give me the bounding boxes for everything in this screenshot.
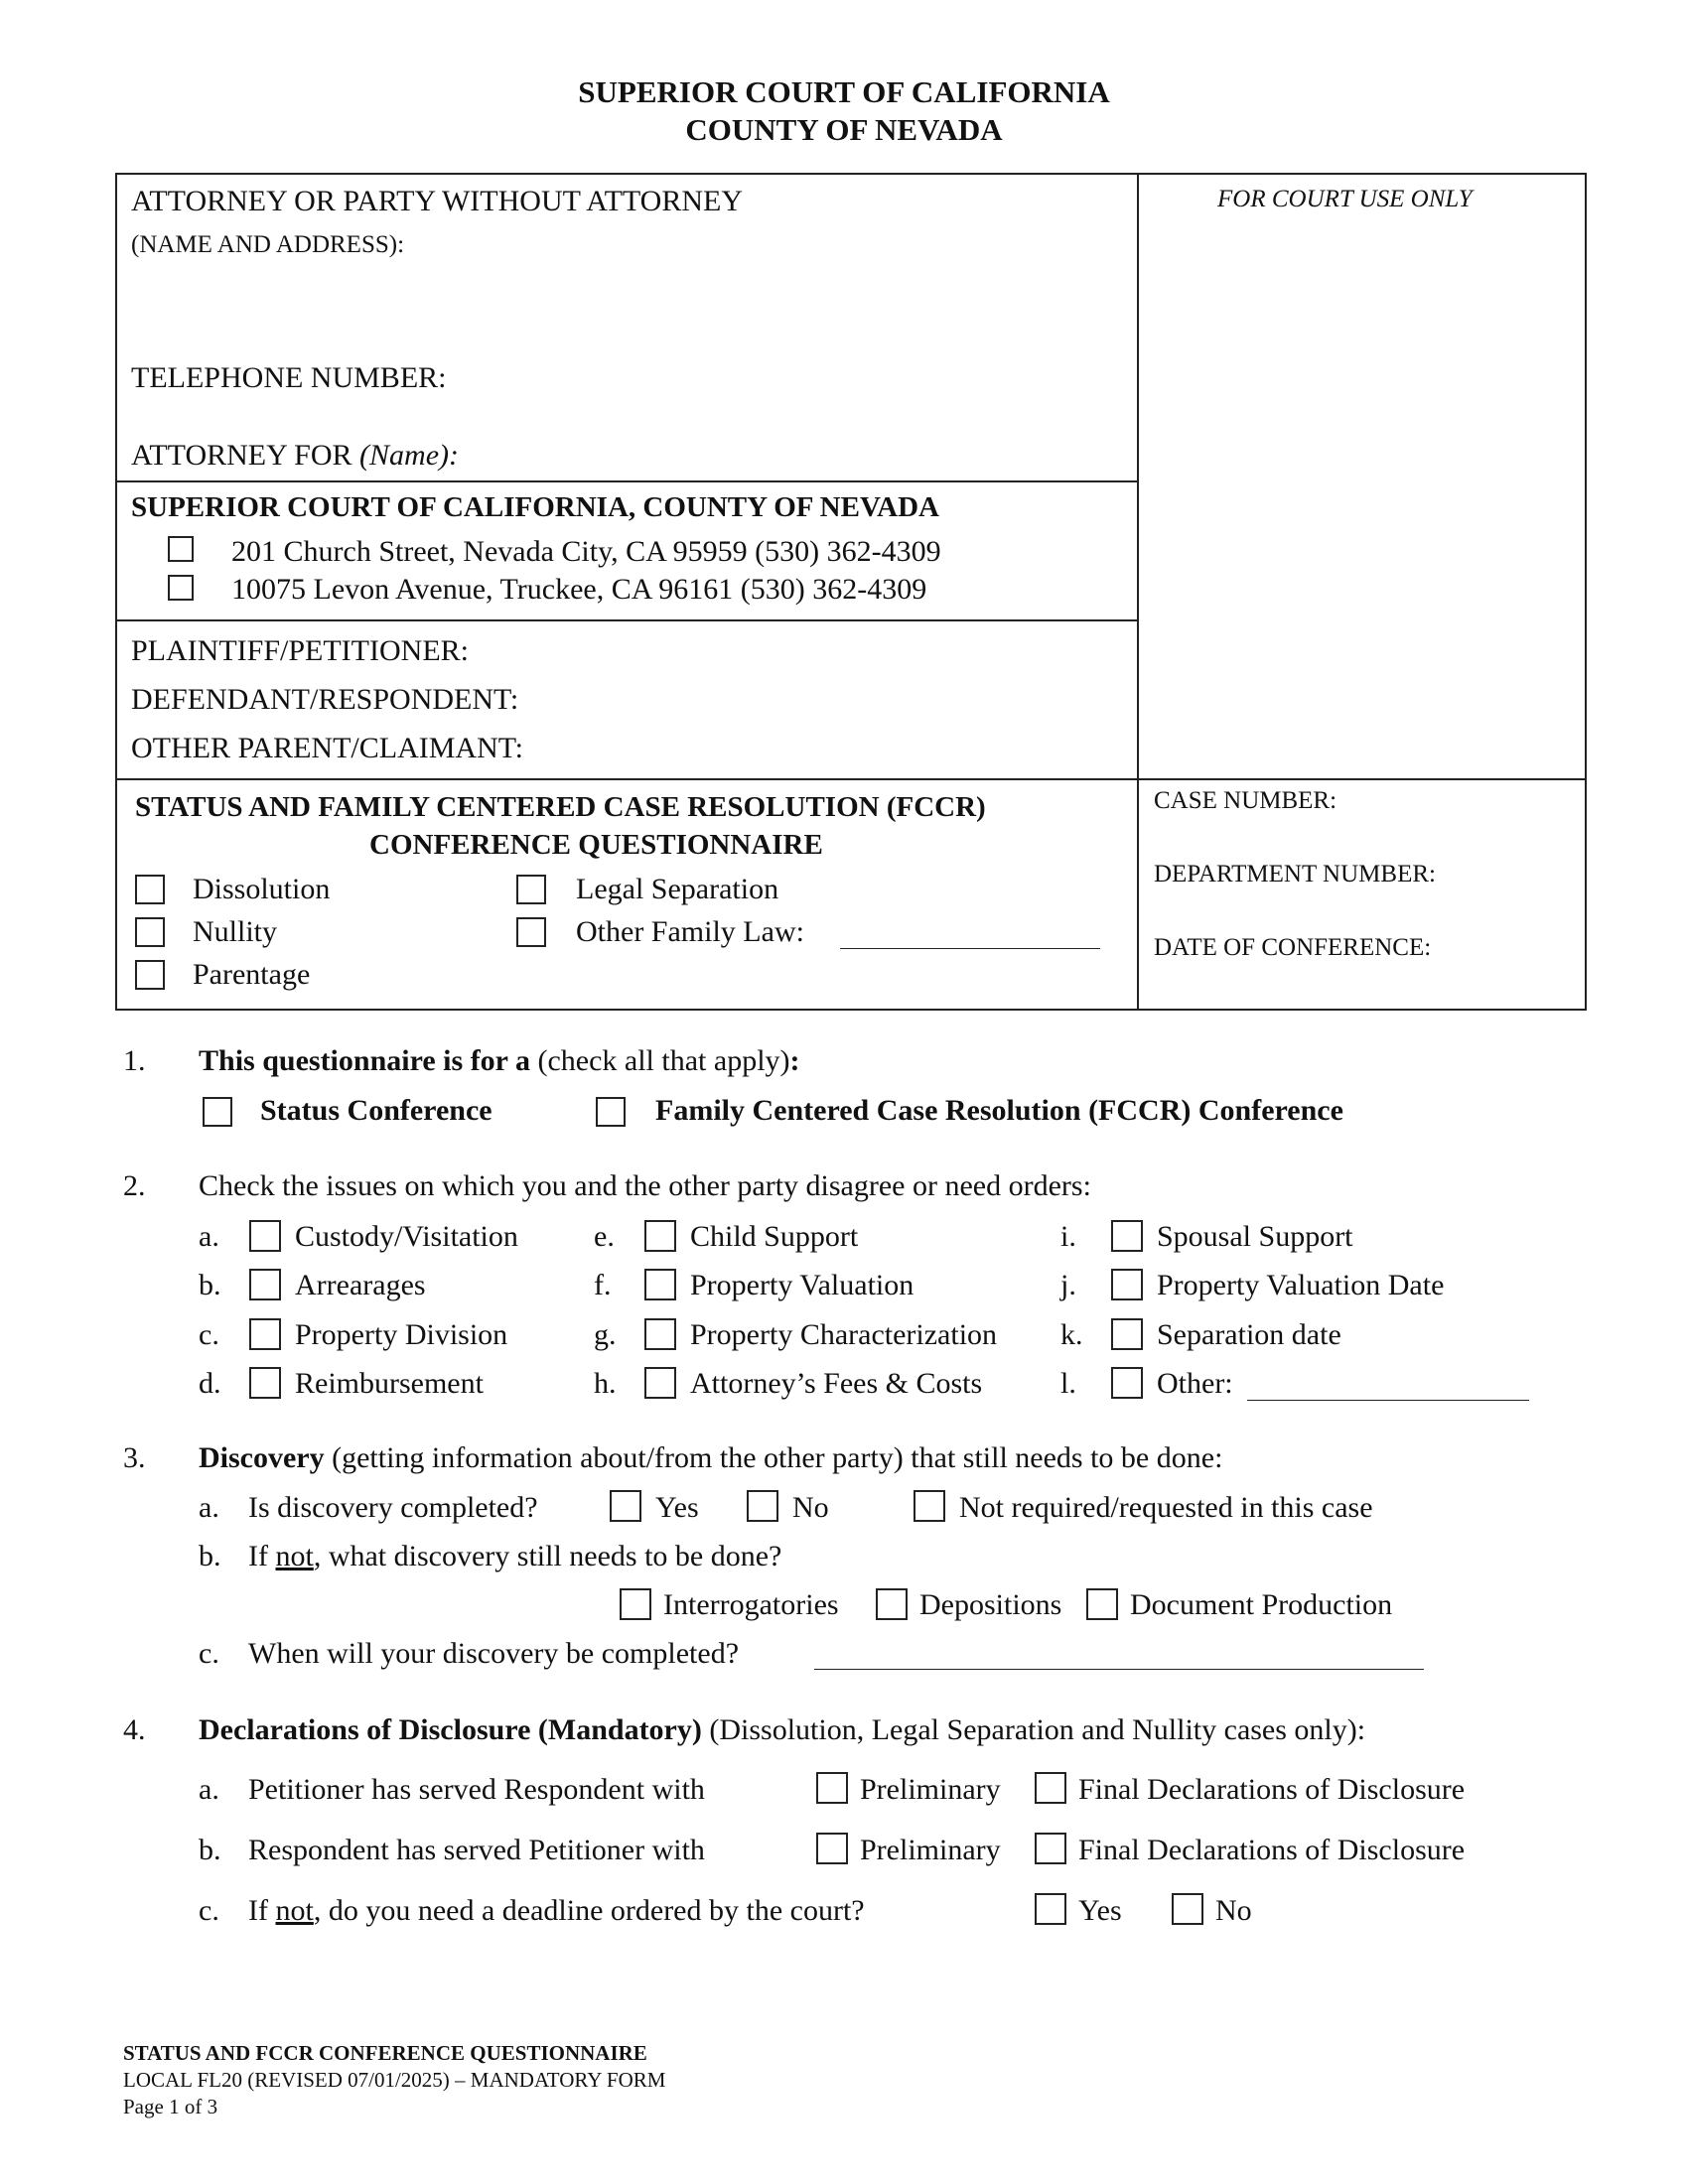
q3b-document-production-label: Document Production — [1130, 1588, 1393, 1621]
caption-divider-2 — [115, 619, 1138, 621]
q4a-preliminary-checkbox[interactable] — [816, 1772, 848, 1804]
q2-item-letter: d. — [199, 1367, 221, 1400]
plaintiff-label: PLAINTIFF/PETITIONER: — [131, 634, 469, 667]
q4c-text — [248, 1894, 865, 1928]
q3c-text: When will your discovery be completed? — [248, 1637, 740, 1670]
q2-item-letter: c. — [199, 1318, 219, 1351]
attorney-for-row — [131, 439, 459, 473]
q4c-not: not — [275, 1894, 314, 1927]
caption-divider-1 — [115, 480, 1138, 482]
q3b-rest: , what discovery still needs to be done? — [313, 1540, 782, 1572]
q2-property-division-checkbox[interactable] — [249, 1318, 281, 1350]
department-number-label: DEPARTMENT NUMBER: — [1154, 861, 1436, 887]
q1-status-conference-label: Status Conference — [260, 1094, 492, 1127]
q1-paren: (check all that apply) — [537, 1044, 790, 1077]
case-type-legal-separation-checkbox[interactable] — [516, 875, 546, 904]
defendant-label: DEFENDANT/RESPONDENT: — [131, 683, 519, 716]
form-title-line1: STATUS AND FAMILY CENTERED CASE RESOLUTION (FCCR) — [135, 791, 986, 823]
q2-item-letter: a. — [199, 1220, 219, 1253]
q2-attorney-fees-checkbox[interactable] — [644, 1367, 676, 1399]
q4-lead: Declarations of Disclosure (Mandatory) — [199, 1713, 702, 1746]
attorney-label: ATTORNEY OR PARTY WITHOUT ATTORNEY — [131, 185, 744, 217]
telephone-label: TELEPHONE NUMBER: — [131, 361, 447, 394]
case-type-dissolution-checkbox[interactable] — [135, 875, 165, 904]
case-type-nullity-label: Nullity — [193, 915, 278, 948]
q1-status-conference-checkbox[interactable] — [203, 1097, 232, 1127]
footer-page-number: Page 1 of 3 — [123, 2095, 218, 2118]
attorney-for-label: ATTORNEY FOR — [131, 439, 352, 472]
q3-number: 3. — [123, 1441, 146, 1474]
location-nevada-city-checkbox[interactable] — [168, 536, 194, 562]
location-truckee-label: 10075 Levon Avenue, Truckee, CA 96161 (530) 362-4309 — [231, 573, 927, 606]
q2-property-valuation-checkbox[interactable] — [644, 1269, 676, 1300]
q3b-text — [248, 1540, 781, 1573]
court-use-label: FOR COURT USE ONLY — [1217, 186, 1473, 212]
q3b-interrogatories-checkbox[interactable] — [620, 1588, 651, 1620]
q2-spousal-support-checkbox[interactable] — [1111, 1220, 1143, 1252]
q2-item-letter: h. — [594, 1367, 617, 1400]
q2-property-characterization-checkbox[interactable] — [644, 1318, 676, 1350]
q2-custody-visitation-checkbox[interactable] — [249, 1220, 281, 1252]
q4b-text: Respondent has served Petitioner with — [248, 1834, 705, 1866]
q4-number: 4. — [123, 1713, 146, 1746]
q2-item-letter: f. — [594, 1269, 612, 1301]
q2-prompt: Check the issues on which you and the other party disagree or need orders: — [199, 1169, 1091, 1202]
q4-prompt — [199, 1713, 1365, 1747]
q3b-letter: b. — [199, 1540, 221, 1572]
q2-arrearages-label: Arrearages — [295, 1269, 426, 1301]
footer-title: STATUS AND FCCR CONFERENCE QUESTIONNAIRE — [123, 2041, 647, 2065]
q1-prompt — [199, 1044, 800, 1078]
q2-reimbursement-checkbox[interactable] — [249, 1367, 281, 1399]
q2-item-letter: b. — [199, 1269, 221, 1301]
q4b-final-checkbox[interactable] — [1035, 1833, 1066, 1864]
other-parent-label: OTHER PARENT/CLAIMANT: — [131, 732, 523, 764]
q3-rest: (getting information about/from the other party) that still needs to be done: — [332, 1441, 1223, 1474]
q2-other-label: Other: — [1157, 1367, 1233, 1400]
q2-child-support-checkbox[interactable] — [644, 1220, 676, 1252]
q4b-preliminary-label: Preliminary — [860, 1834, 1001, 1866]
q4c-if: If — [248, 1894, 276, 1927]
name-address-label: (NAME AND ADDRESS): — [131, 231, 405, 258]
q2-item-letter: i. — [1060, 1220, 1076, 1253]
q4c-rest: , do you need a deadline ordered by the court? — [313, 1894, 865, 1927]
q3b-interrogatories-label: Interrogatories — [663, 1588, 839, 1621]
q2-spousal-support-label: Spousal Support — [1157, 1220, 1353, 1253]
q1-number: 1. — [123, 1044, 146, 1077]
q2-item-letter: e. — [594, 1220, 615, 1253]
q4b-letter: b. — [199, 1834, 221, 1866]
q3c-completion-input-line[interactable] — [814, 1669, 1424, 1670]
q2-attorney-fees-label: Attorney’s Fees & Costs — [690, 1367, 983, 1400]
q3b-not: not — [275, 1540, 314, 1572]
q3a-no-label: No — [792, 1491, 829, 1524]
q4a-final-checkbox[interactable] — [1035, 1772, 1066, 1804]
q4b-preliminary-checkbox[interactable] — [816, 1833, 848, 1864]
q4a-final-label: Final Declarations of Disclosure — [1078, 1773, 1466, 1806]
q4a-preliminary-label: Preliminary — [860, 1773, 1001, 1806]
q3c-letter: c. — [199, 1637, 219, 1670]
case-type-other-label: Other Family Law: — [576, 915, 804, 948]
q4a-text: Petitioner has served Respondent with — [248, 1773, 705, 1806]
q2-separation-date-checkbox[interactable] — [1111, 1318, 1143, 1350]
q3a-not-required-label: Not required/requested in this case — [959, 1491, 1373, 1524]
q4c-no-label: No — [1215, 1894, 1252, 1927]
q2-child-support-label: Child Support — [690, 1220, 859, 1253]
case-number-label: CASE NUMBER: — [1154, 787, 1337, 814]
footer-form-id: LOCAL FL20 (REVISED 07/01/2025) – MANDATORY FORM — [123, 2068, 666, 2092]
q4b-final-label: Final Declarations of Disclosure — [1078, 1834, 1466, 1866]
q2-property-division-label: Property Division — [295, 1318, 508, 1351]
form-title-line2: CONFERENCE QUESTIONNAIRE — [369, 829, 823, 861]
q2-property-valuation-date-checkbox[interactable] — [1111, 1269, 1143, 1300]
q2-item-letter: g. — [594, 1318, 617, 1351]
case-type-parentage-checkbox[interactable] — [135, 960, 165, 990]
q3b-depositions-label: Depositions — [919, 1588, 1062, 1621]
q1-fccr-conference-checkbox[interactable] — [596, 1097, 626, 1127]
q3-lead: Discovery — [199, 1441, 325, 1474]
court-header-line1: SUPERIOR COURT OF CALIFORNIA — [578, 74, 1110, 109]
q3a-yes-checkbox[interactable] — [610, 1490, 641, 1522]
q2-property-valuation-label: Property Valuation — [690, 1269, 914, 1301]
q2-number: 2. — [123, 1169, 146, 1202]
case-type-dissolution-label: Dissolution — [193, 873, 331, 905]
q4a-letter: a. — [199, 1773, 219, 1806]
case-type-legal-separation-label: Legal Separation — [576, 873, 779, 905]
caption-divider-vertical — [1137, 173, 1139, 1011]
q3a-no-checkbox[interactable] — [747, 1490, 778, 1522]
q2-separation-date-label: Separation date — [1157, 1318, 1341, 1351]
caption-divider-3 — [115, 778, 1587, 780]
q2-custody-visitation-label: Custody/Visitation — [295, 1220, 518, 1253]
court-header-line2: COUNTY OF NEVADA — [685, 112, 1003, 147]
q3b-if: If — [248, 1540, 276, 1572]
q3a-text: Is discovery completed? — [248, 1491, 538, 1524]
q4-rest: (Dissolution, Legal Separation and Nullity cases only): — [709, 1713, 1366, 1746]
q2-item-letter: l. — [1060, 1367, 1076, 1400]
court-name: SUPERIOR COURT OF CALIFORNIA, COUNTY OF NEVADA — [131, 491, 939, 523]
q1-fccr-conference-label: Family Centered Case Resolution (FCCR) Conference — [655, 1094, 1343, 1127]
q4c-no-checkbox[interactable] — [1172, 1893, 1203, 1925]
q3a-not-required-checkbox[interactable] — [914, 1490, 945, 1522]
q2-other-checkbox[interactable] — [1111, 1367, 1143, 1399]
q1-lead: This questionnaire is for a — [199, 1044, 530, 1077]
case-type-parentage-label: Parentage — [193, 958, 311, 991]
q3-prompt — [199, 1441, 1222, 1475]
q4c-yes-checkbox[interactable] — [1035, 1893, 1066, 1925]
date-of-conference-label: DATE OF CONFERENCE: — [1154, 934, 1432, 961]
q2-reimbursement-label: Reimbursement — [295, 1367, 484, 1400]
q4c-yes-label: Yes — [1078, 1894, 1122, 1927]
q3b-depositions-checkbox[interactable] — [876, 1588, 908, 1620]
q2-property-valuation-date-label: Property Valuation Date — [1157, 1269, 1445, 1301]
case-type-other-input-line[interactable] — [840, 948, 1100, 949]
attorney-for-name-hint: (Name): — [359, 439, 459, 472]
q2-arrearages-checkbox[interactable] — [249, 1269, 281, 1300]
q4c-letter: c. — [199, 1894, 219, 1927]
case-type-nullity-checkbox[interactable] — [135, 917, 165, 947]
q3a-letter: a. — [199, 1491, 219, 1524]
case-type-other-checkbox[interactable] — [516, 917, 546, 947]
q3a-yes-label: Yes — [655, 1491, 699, 1524]
q3b-document-production-checkbox[interactable] — [1086, 1588, 1118, 1620]
location-nevada-city-label: 201 Church Street, Nevada City, CA 95959 (530) 362-4309 — [231, 535, 941, 568]
q2-item-letter: k. — [1060, 1318, 1083, 1351]
location-truckee-checkbox[interactable] — [168, 575, 194, 601]
q1-colon: : — [789, 1044, 800, 1077]
q2-property-characterization-label: Property Characterization — [690, 1318, 998, 1351]
q2-other-input-line[interactable] — [1247, 1400, 1529, 1401]
q2-item-letter: j. — [1060, 1269, 1076, 1301]
